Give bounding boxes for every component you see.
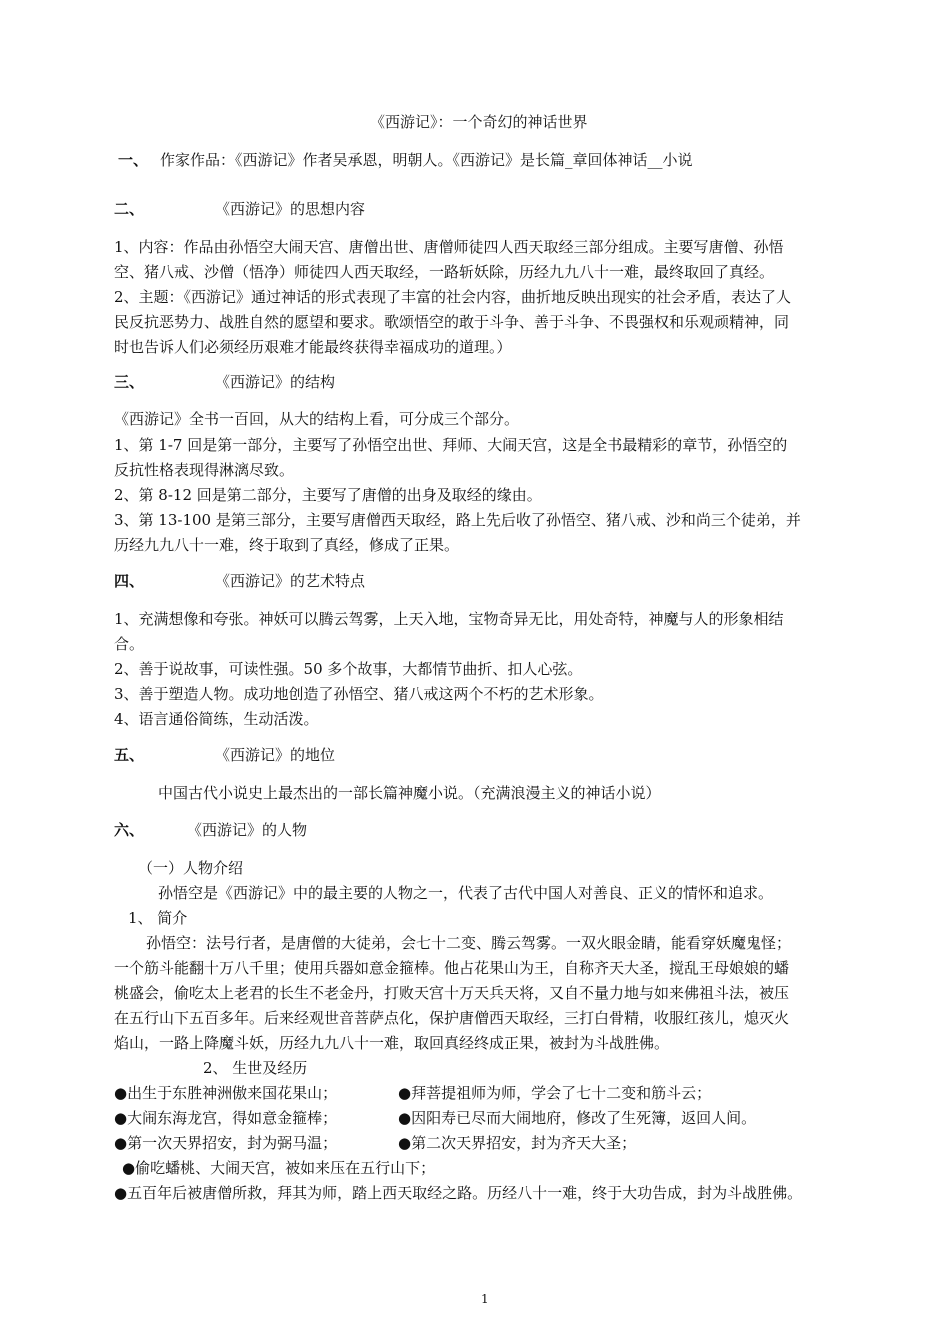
section-2-line: 时也告诉人们必须经历艰难才能最终获得幸福成功的道理。） [114, 338, 512, 356]
section-4-title: 《西游记》的艺术特点 [215, 572, 366, 590]
bullet-item: ●第二次天界招安，封为齐天大圣； [398, 1134, 637, 1152]
bullet-item: ●五百年后被唐僧所救，拜其为师，踏上西天取经之路。历经八十一难，终于大功告成，封为斗战胜佛。 [114, 1184, 803, 1202]
bullet-item: ●出生于东胜神洲傲来国花果山； [114, 1084, 338, 1102]
section-6-brief-heading: 1、 简介 [128, 909, 188, 927]
section-6-intro: 孙悟空是《西游记》中的最主要的人物之一，代表了古代中国人对善良、正义的情怀和追求。 [158, 884, 774, 902]
bullet-item: ●偷吃蟠桃、大闹天宫，被如来压在五行山下； [122, 1159, 436, 1177]
section-3-line: 反抗性格表现得淋漓尽致。 [114, 461, 295, 479]
section-2-line: 空、猪八戒、沙僧（悟净）师徒四人西天取经，一路斩妖除，历经九九八十一难，最终取回了真经。 [114, 263, 775, 281]
section-3-line: 《西游记》全书一百回，从大的结构上看，可分成三个部分。 [114, 410, 520, 428]
bullet-item: ●大闹东海龙宫，得如意金箍棒； [114, 1109, 338, 1127]
section-4-line: 3、善于塑造人物。成功地创造了孙悟空、猪八戒这两个不朽的艺术形象。 [114, 685, 604, 703]
section-4-line: 2、善于说故事，可读性强。50 多个故事，大都情节曲折、扣人心弦。 [114, 660, 583, 678]
section-2-line: 1、内容：作品由孙悟空大闹天宫、唐僧出世、唐僧师徒四人西天取经三部分组成。主要写唐僧、孙悟 [114, 238, 784, 256]
section-3-line: 3、第 13-100 是第三部分，主要写唐僧西天取经，路上先后收了孙悟空、猪八戒、沙和尚三个徒弟，并 [114, 511, 801, 529]
section-2-number: 二、 [114, 200, 145, 218]
section-6-subheading: （一）人物介绍 [138, 859, 244, 877]
section-3-line: 1、第 1-7 回是第一部分，主要写了孙悟空出世、拜师、大闹天宫，这是全书最精彩的章节，孙悟空的 [114, 436, 788, 454]
section-6-title: 《西游记》的人物 [187, 821, 308, 839]
section-3-line: 2、第 8-12 回是第二部分，主要写了唐僧的出身及取经的缘由。 [114, 486, 542, 504]
document-title: 《西游记》：一个奇幻的神话世界 [370, 113, 588, 131]
section-6-number: 六、 [114, 821, 145, 839]
section-6-bio-line: 一个筋斗能翻十万八千里；使用兵器如意金箍棒。他占花果山为王，自称齐天大圣，搅乱王母娘娘的蟠 [114, 959, 790, 977]
section-2-title: 《西游记》的思想内容 [215, 200, 366, 218]
section-1-text: 作家作品：《西游记》作者吴承恩，明朝人。《西游记》是长篇_章回体神话__小说 [160, 151, 693, 169]
section-2-line: 民反抗恶势力、战胜自然的愿望和要求。歌颂悟空的敢于斗争、善于斗争、不畏强权和乐观顽精神，同 [114, 313, 790, 331]
section-6-bio-line: 在五行山下五百多年。后来经观世音菩萨点化，保护唐僧西天取经，三打白骨精，收服红孩儿，熄灭火 [114, 1009, 790, 1027]
section-4-line: 1、充满想像和夸张。神妖可以腾云驾雾，上天入地，宝物奇异无比，用处奇特，神魔与人的形象相结 [114, 610, 784, 628]
section-3-title: 《西游记》的结构 [215, 373, 336, 391]
section-1-number: 一、 [118, 151, 149, 169]
bullet-item: ●第一次天界招安，封为弼马温； [114, 1134, 338, 1152]
section-6-history-heading: 2、 生世及经历 [203, 1059, 308, 1077]
section-5-text: 中国古代小说史上最杰出的一部长篇神魔小说。（充满浪漫主义的神话小说） [158, 784, 661, 802]
page-number: 1 [481, 1292, 489, 1306]
section-3-line: 历经九九八十一难，终于取到了真经，修成了正果。 [114, 536, 460, 554]
section-4-line: 合。 [114, 635, 145, 653]
section-6-bio-line: 孙悟空：法号行者，是唐僧的大徒弟，会七十二变、腾云驾雾。一双火眼金睛，能看穿妖魔鬼怪； [146, 934, 792, 952]
section-6-bio-line: 焰山，一路上降魔斗妖，历经九九八十一难，取回真经终成正果，被封为斗战胜佛。 [114, 1034, 670, 1052]
section-5-number: 五、 [114, 746, 145, 764]
section-3-number: 三、 [114, 373, 145, 391]
section-2-line: 2、主题：《西游记》通过神话的形式表现了丰富的社会内容，曲折地反映出现实的社会矛盾，表达了人 [114, 288, 792, 306]
bullet-item: ●拜菩提祖师为师，学会了七十二变和筋斗云； [398, 1084, 712, 1102]
section-4-number: 四、 [114, 572, 145, 590]
section-4-line: 4、语言通俗简练，生动活泼。 [114, 710, 319, 728]
section-5-title: 《西游记》的地位 [215, 746, 336, 764]
bullet-item: ●因阳寿已尽而大闹地府，修改了生死簿，返回人间。 [398, 1109, 757, 1127]
section-6-bio-line: 桃盛会，偷吃太上老君的长生不老金丹，打败天宫十万天兵天将，又自不量力地与如来佛祖斗法，被压 [114, 984, 790, 1002]
